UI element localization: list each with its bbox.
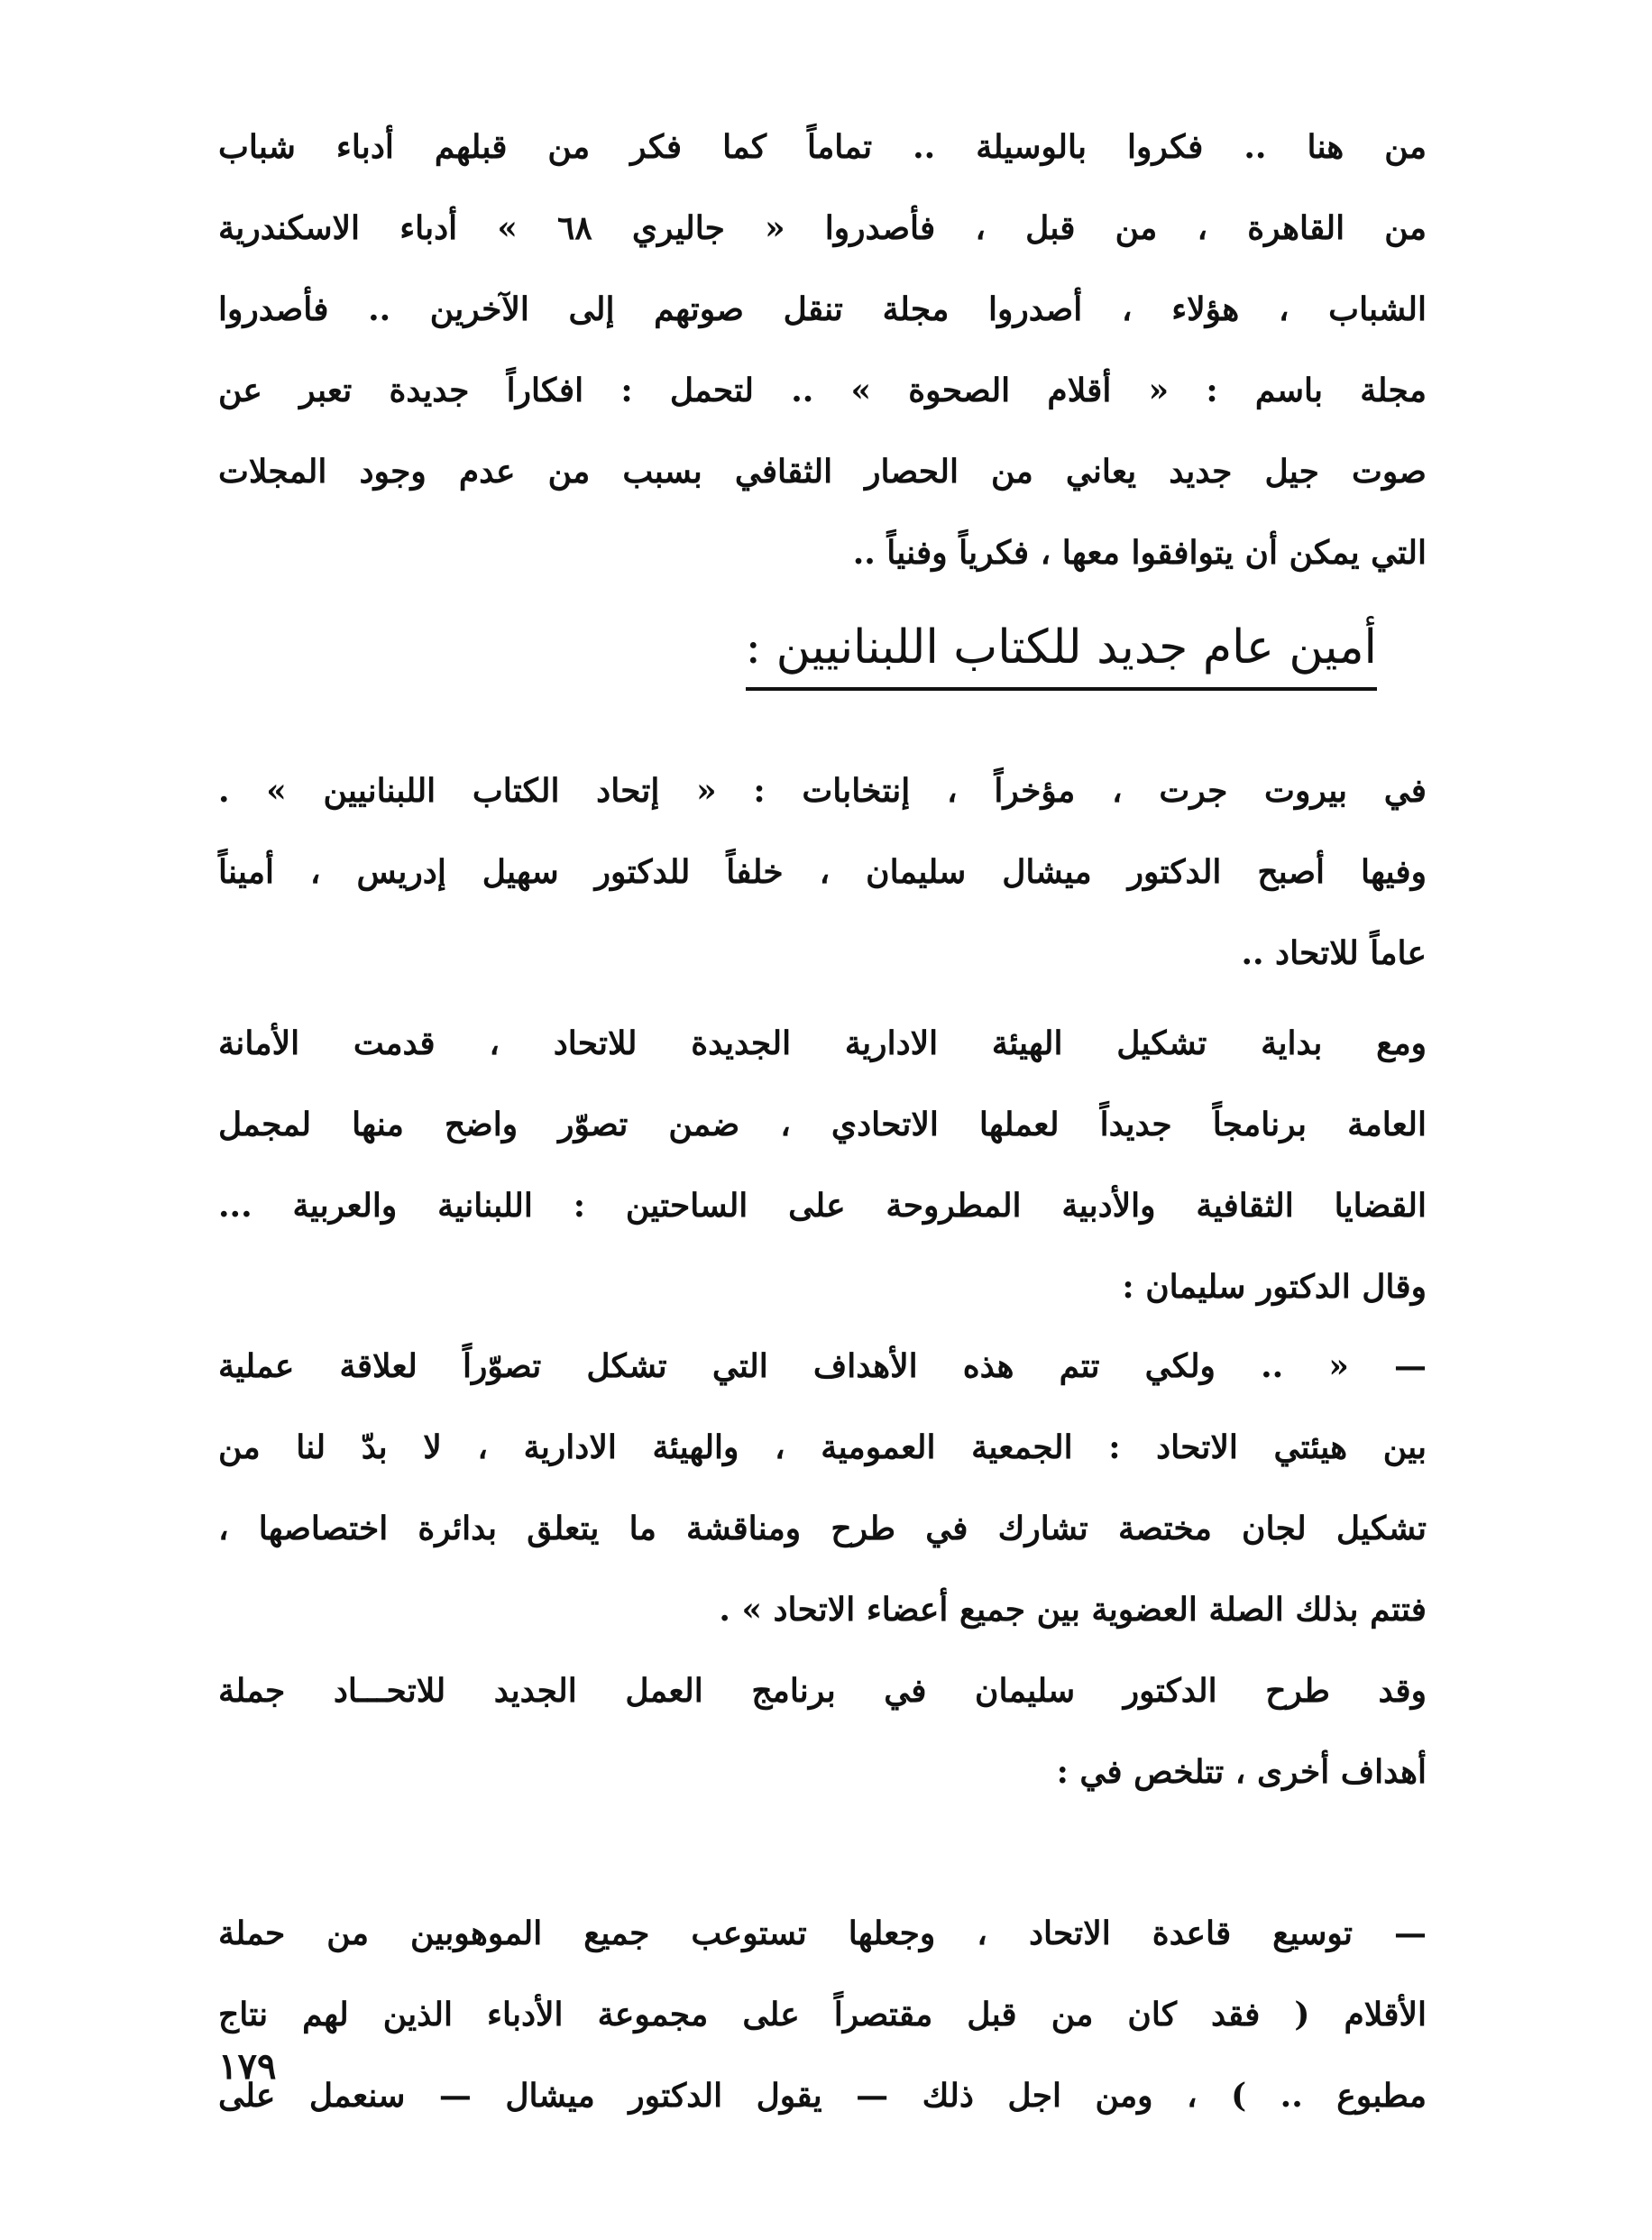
paragraph-program [218,1003,1427,1327]
text-line: تشكيل لجان مختصة تشارك في طرح ومناقشة ما يتعلق بدائرة اختصاصها ، [218,1510,1427,1547]
text-line: مجلة باسم : « أقلام الصحوة » .. لتحمل : افكاراً جديدة تعبر عن [218,372,1427,409]
text-line: وقد طرح الدكتور سليمان في برنامج العمل الجديد للاتحـــاد جملة [218,1672,1427,1710]
text-line: أهداف أخرى ، تتلخص في : [1056,1753,1427,1791]
text-line: التي يمكن أن يتوافقوا معها ، فكرياً وفنياً .. [852,534,1427,572]
text-line: — توسيع قاعدة الاتحاد ، وجعلها تستوعب جميع الموهوبين من حملة [218,1914,1427,1952]
text-line: العامة برنامجاً جديداً لعملها الاتحادي ، ضمن تصوّر واضح منها لمجمل [218,1106,1427,1143]
text-line: في بيروت جرت ، مؤخراً ، إنتخابات : « إتحاد الكتاب اللبنانيين » . [218,772,1427,810]
text-line: فتتم بذلك الصلة العضوية بين جميع أعضاء الاتحاد » . [719,1591,1427,1629]
paragraph-aqlam-alsahwa [218,106,1427,593]
text-line: صوت جيل جديد يعاني من الحصار الثقافي بسبب من عدم وجود المجلات [218,453,1427,491]
text-line: وفيها أصبح الدكتور ميشال سليمان ، خلفاً للدكتور سهيل إدريس ، أميناً [218,853,1427,891]
text-line: — « .. ولكي تتم هذه الأهداف التي تشكل تصوّراً لعلاقة عملية [218,1347,1427,1385]
text-line: عاماً للاتحاد .. [1241,934,1427,972]
text-line: من القاهرة ، من قبل ، فأصدروا « جاليري ٦٨ » أدباء الاسكندرية [218,209,1427,247]
page-number: ١٧٩ [218,2045,277,2088]
paragraph-quote [218,1326,1427,1650]
text-line: القضايا الثقافية والأدبية المطروحة على الساحتين : اللبنانية والعربية ... [218,1187,1427,1225]
paragraph-elections [218,750,1427,994]
paragraph-goals [218,1650,1427,1813]
text-line: الشباب ، هؤلاء ، أصدروا مجلة تنقل صوتهم إلى الآخرين .. فأصدروا [218,290,1427,328]
section-heading: أمين عام جديد للكتاب اللبنانيين : [746,620,1377,691]
text-line: من هنا .. فكروا بالوسيلة .. تماماً كما فكر من قبلهم أدباء شباب [218,128,1427,166]
text-line: وقال الدكتور سليمان : [1122,1268,1427,1306]
paragraph-expansion [218,1893,1427,2136]
text-line: بين هيئتي الاتحاد : الجمعية العمومية ، والهيئة الادارية ، لا بدّ لنا من [218,1428,1427,1466]
text-line: ومع بداية تشكيل الهيئة الادارية الجديدة للاتحاد ، قدمت الأمانة [218,1024,1427,1062]
text-line: مطبوع .. ) ، ومن اجل ذلك — يقول الدكتور ميشال — سنعمل على [218,2077,1427,2115]
text-line: الأقلام ( فقد كان من قبل مقتصراً على مجموعة الأدباء الذين لهم نتاج [218,1996,1427,2033]
